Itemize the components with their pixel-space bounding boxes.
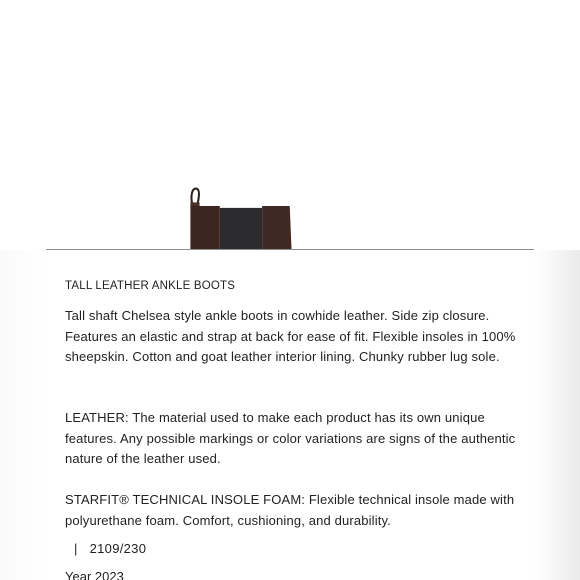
product-description: Tall shaft Chelsea style ankle boots in cowhide leather. Side zip closure. Features an elastic and strap at back for ease of fit. Flexible insoles in 100% sheepskin. Cotton and goat leather interior lining. Chunky rubber lug sole. (65, 308, 516, 364)
backdrop-shadow-left (0, 250, 46, 580)
reference-row (74, 541, 146, 556)
product-image[interactable] (46, 0, 534, 250)
reference-separator: | (74, 541, 78, 556)
backdrop-shadow-right (534, 250, 580, 580)
product-year: Year 2023 (65, 569, 124, 580)
boot-image (183, 183, 298, 250)
starfit-note: STARFIT® TECHNICAL INSOLE FOAM: Flexible technical insole made with polyurethane foam. Comfort, cushioning, and durability. (65, 492, 515, 528)
leather-note: LEATHER: The material used to make each product has its own unique features. Any possible markings or color variations are signs of the authentic nature of the leather used. (65, 410, 516, 466)
product-title: TALL LEATHER ANKLE BOOTS (65, 280, 236, 292)
reference-number: 2109/230 (89, 541, 147, 556)
product-details (46, 249, 534, 580)
